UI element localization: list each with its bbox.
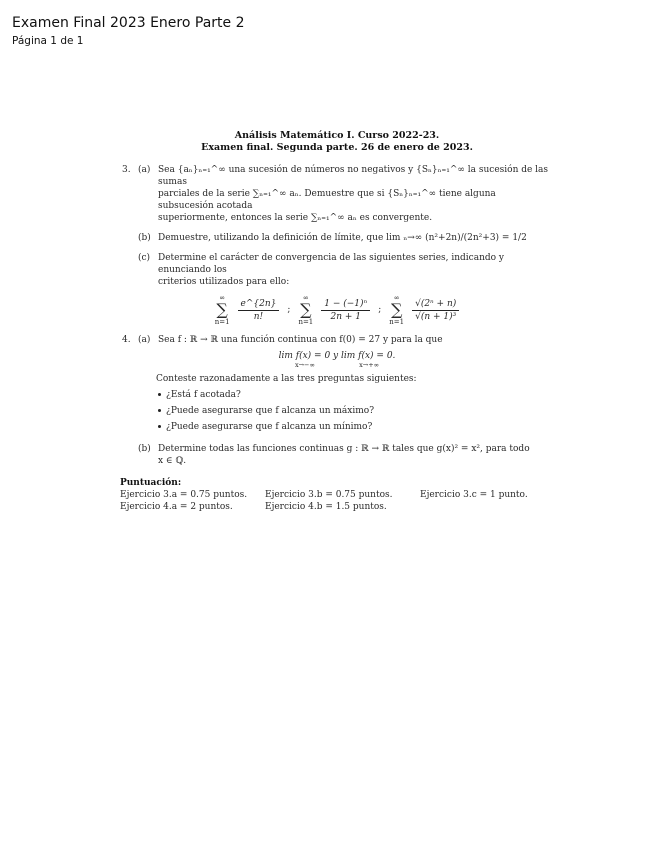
series-3-fraction [412,298,459,323]
exam-title-line2: Examen final. Segunda parte. 26 de enero de 2023. [201,142,473,153]
scoring-grid [120,489,552,513]
question-4b-label: (b) [138,444,151,454]
sigma-icon: ∑ [390,300,403,319]
scoring-item-3a: Ejercicio 3.a = 0.75 puntos. [120,490,248,500]
page-header [12,14,244,47]
exam-sheet [122,130,552,513]
scoring-item-3c: Ejercicio 3.c = 1 punto. [420,490,528,500]
question-3a-label: (a) [138,165,151,175]
question-4a-line1: Sea f : ℝ → ℝ una función continua con f(0) = 27 y para la que [158,335,443,345]
question-3b-text: Demuestre, utilizando la definición de límite, que lim ₙ→∞ (n²+2n)/(2n²+3) = 1/2 [158,233,527,243]
series-3-bottom: n=1 [389,318,405,326]
question-4b [122,443,552,467]
question-3c-line1: Determine el carácter de convergencia de las siguientes series, indicando y enunciando los [158,253,504,275]
scoring-item-4a: Ejercicio 4.a = 2 puntos. [120,502,233,512]
series-1-denominator: n! [253,311,264,322]
scoring-item-3b: Ejercicio 3.b = 0.75 puntos. [265,490,393,500]
question-4b-line2: x ∈ ℚ. [158,456,187,466]
question-4a-bullet-1: ¿Está f acotada? [166,389,552,401]
question-3a-line1: Sea {aₙ}ₙ₌₁^∞ una sucesión de números no negativos y {Sₙ}ₙ₌₁^∞ la sucesión de las sumas [158,165,549,187]
question-4a-label: (a) [138,335,151,345]
question-3c-line2: criterios utilizados para ello: [158,277,290,287]
series-2-bottom: n=1 [298,318,314,326]
sigma-icon: ∑ [216,300,228,319]
series-1-bottom: n=1 [214,318,230,326]
exam-title-line1: Análisis Matemático I. Curso 2022-23. [234,130,440,141]
question-3c-label: (c) [138,253,151,263]
question-4a-limit-subscripts [122,362,552,369]
question-3b-label: (b) [138,233,151,243]
scoring-heading: Puntuación: [120,478,182,488]
series-2-top: ∞ [302,294,309,302]
question-4-number: 4. [122,335,131,345]
question-3a-line3: superiormente, entonces la serie ∑ₙ₌₁^∞ aₙ es convergente. [158,213,433,223]
scoring-item-4b: Ejercicio 4.b = 1.5 puntos. [265,502,387,512]
series-3-denominator: √(n + 1)³ [415,311,457,322]
question-4b-line1: Determine todas las funciones continuas g : ℝ → ℝ tales que g(x)² = x², para todo [158,444,530,454]
question-3-number: 3. [122,165,131,175]
series-1-numerator: e^{2n} [238,298,280,311]
series-1-fraction [238,298,280,323]
series-3-numerator: √(2ⁿ + n) [412,298,459,311]
question-4a-limit-text: lim f(x) = 0 y lim f(x) = 0. [278,351,396,361]
series-1-top: ∞ [219,294,226,302]
limit-sub-plus-inf: x→+∞ [359,361,380,369]
question-4a-bullet-2: ¿Puede asegurarse que f alcanza un máximo? [166,405,552,417]
series-list [122,294,552,326]
series-separator-2: ; [378,305,382,315]
series-2-fraction [321,298,370,323]
document-title: Examen Final 2023 Enero Parte 2 [12,15,245,31]
question-3a-line2: parciales de la serie ∑ₙ₌₁^∞ aₙ. Demuestre que si {Sₙ}ₙ₌₁^∞ tiene alguna subsucesión acotada [158,189,496,211]
question-3c [122,252,552,288]
page-indicator: Página 1 de 1 [12,35,84,47]
series-2-sigma [298,294,313,326]
question-4a-prompt: Conteste razonadamente a las tres preguntas siguientes: [156,374,417,384]
series-1-sigma [215,294,230,326]
question-4a-limit [122,350,552,369]
limit-sub-minus-inf: x→−∞ [294,361,315,369]
question-3 [122,164,552,224]
question-4 [122,334,552,346]
question-4a-bullet-3: ¿Puede asegurarse que f alcanza un mínimo? [166,421,552,433]
series-separator-1: ; [287,305,291,315]
series-3-top: ∞ [393,294,400,302]
series-2-numerator: 1 − (−1)ⁿ [321,298,370,311]
series-3-sigma [389,294,404,326]
series-2-denominator: 2n + 1 [330,311,361,322]
question-3b [122,232,552,244]
sigma-icon: ∑ [300,300,312,319]
